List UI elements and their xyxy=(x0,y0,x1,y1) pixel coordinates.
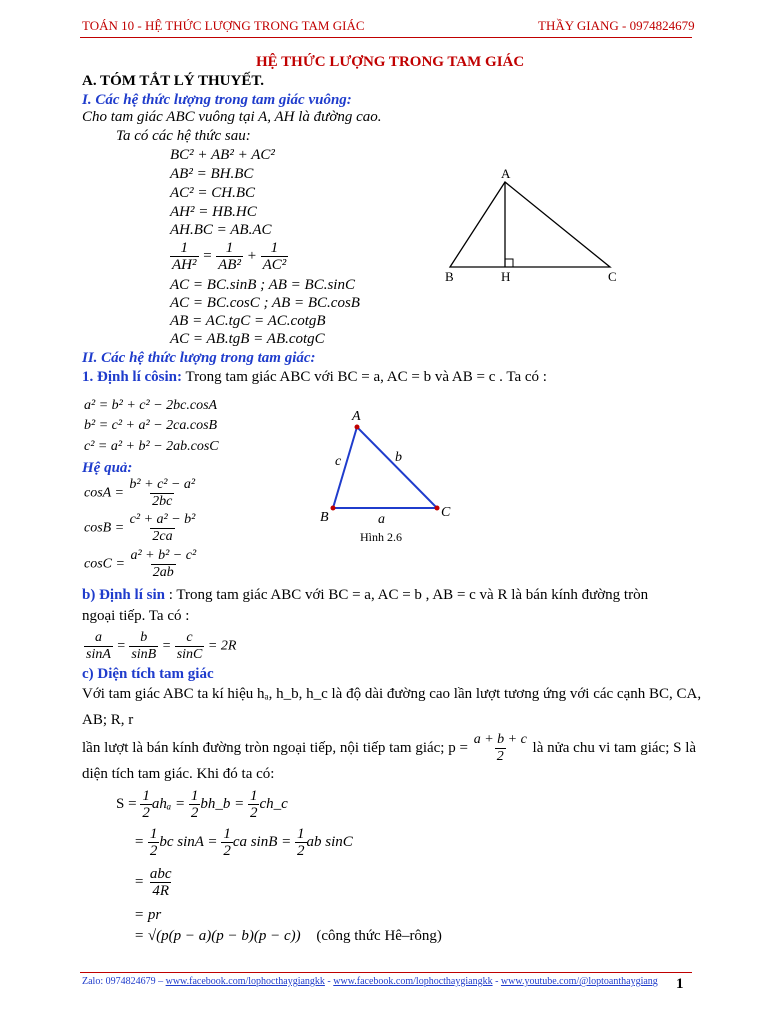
half-d-2: 2 xyxy=(190,805,199,821)
heron-formula: = √(p(p − a)(p − b)(p − c)) xyxy=(134,928,301,944)
fig2-label-c: C xyxy=(441,505,451,520)
right-formula-2: AB² = BH.BC xyxy=(170,166,254,182)
sine-rule-heading: b) Định lí sin xyxy=(82,587,165,603)
sine-rule-text-2: ngoại tiếp. Ta có : xyxy=(82,608,190,624)
cos-c-formula xyxy=(84,548,198,581)
right-formula-3: AC² = CH.BC xyxy=(170,185,256,201)
cos-a-den: 2bc xyxy=(152,494,173,509)
footer-rule xyxy=(80,972,692,973)
cos-a-formula xyxy=(84,477,197,510)
cos-b-lhs: cosB = xyxy=(84,520,125,536)
frac-num-2: 1 xyxy=(225,240,234,256)
page-title: HỆ THỨC LƯỢNG TRONG TAM GIÁC xyxy=(256,54,525,70)
s-sin-a: bc sinA = xyxy=(159,833,218,850)
fig1-label-a: A xyxy=(501,166,511,181)
fig1-label-b: B xyxy=(445,269,454,284)
right-formula-9: AC = AB.tgB = AB.cotgC xyxy=(170,331,325,347)
area-line-1 xyxy=(116,788,288,821)
cos-c-lhs: cosC = xyxy=(84,556,125,572)
half-n-5: 1 xyxy=(223,826,231,842)
part-i-lead: Ta có các hệ thức sau: xyxy=(116,128,251,144)
cos-b-formula xyxy=(84,512,197,545)
footer-link-youtube[interactable]: www.youtube.com/@loptoanthaygiang xyxy=(500,976,658,987)
half-n-2: 1 xyxy=(190,788,199,804)
right-formula-6: AC = BC.sinB ; AB = BC.sinC xyxy=(170,277,355,293)
cosine-formula-1: a² = b² + c² − 2bc.cosA xyxy=(84,398,218,413)
sine-num-c: c xyxy=(186,630,193,645)
area-text-3a: lần lượt là bán kính đường tròn ngoại tiếp, nội tiếp tam giác; p = xyxy=(82,739,468,756)
fig2-side-c: c xyxy=(335,454,342,469)
cos-a-lhs: cosA = xyxy=(84,485,124,501)
s-term-c: ch_c xyxy=(259,795,288,812)
half-n-6: 1 xyxy=(297,826,305,842)
part-ii-heading: II. Các hệ thức lượng trong tam giác: xyxy=(82,350,316,366)
part-i-heading: I. Các hệ thức lượng trong tam giác vuông: xyxy=(82,92,352,108)
right-formula-4: AH² = HB.HC xyxy=(170,204,257,220)
cos-c-num: a² + b² − c² xyxy=(130,548,197,563)
area-line-3 xyxy=(134,866,174,899)
abc-den: 4R xyxy=(152,883,170,899)
sine-num-b: b xyxy=(140,630,148,645)
area-text-2: AB; R, r xyxy=(82,712,134,728)
sine-rhs: = 2R xyxy=(207,638,237,654)
half-d-1: 2 xyxy=(142,805,150,821)
right-formula-1: BC² + AB² + AC² xyxy=(170,147,275,163)
s-lhs: S = xyxy=(116,795,137,812)
page-number: 1 xyxy=(676,976,684,992)
half-d-3: 2 xyxy=(249,805,258,821)
footer-zalo: Zalo: 0974824679 – xyxy=(82,976,166,987)
cosine-formula-2: b² = c² + a² − 2ca.cosB xyxy=(84,418,218,433)
fig2-side-b: b xyxy=(395,450,402,465)
right-triangle-figure xyxy=(440,165,630,285)
cosine-rule-heading: 1. Định lí côsin: xyxy=(82,369,183,385)
section-a-heading: A. TÓM TẮT LÝ THUYẾT. xyxy=(82,73,264,89)
half-d-4: 2 xyxy=(149,843,158,859)
sine-den-c: sinC xyxy=(176,647,203,662)
cos-b-num: c² + a² − b² xyxy=(129,512,196,527)
cos-b-den: 2ca xyxy=(152,529,173,544)
triangle-figure-2-6 xyxy=(315,405,465,545)
footer-link-facebook-1[interactable]: www.facebook.com/lophocthaygiangkk xyxy=(165,976,325,987)
s-sin-b: ca sinB = xyxy=(232,833,292,850)
fig1-label-h: H xyxy=(501,269,511,284)
half-n-4: 1 xyxy=(149,826,158,842)
cosine-rule-text: Trong tam giác ABC với BC = a, AC = b và AB = c . Ta có : xyxy=(182,369,547,385)
p-num: a + b + c xyxy=(473,732,527,747)
right-formula-7: AC = BC.cosC ; AB = BC.cosB xyxy=(170,295,360,311)
sine-num-a: a xyxy=(94,630,102,645)
sine-den-a: sinA xyxy=(86,647,111,662)
abc-num: abc xyxy=(149,866,172,882)
frac-num-3: 1 xyxy=(270,240,279,256)
heron-note: (công thức Hê–rông) xyxy=(316,928,442,944)
eq-2: = xyxy=(134,833,145,850)
cosine-rule-line xyxy=(82,368,547,386)
s-sin-c: ab sinC xyxy=(306,833,353,850)
fig2-caption: Hình 2.6 xyxy=(360,530,402,544)
area-line-4: = pr xyxy=(134,907,162,923)
fig2-side-a: a xyxy=(378,512,385,527)
area-text-4: diện tích tam giác. Khi đó ta có: xyxy=(82,766,275,782)
area-text-3 xyxy=(82,732,696,765)
s-term-a: ahₐ = xyxy=(151,795,186,812)
frac-den-1: AH² xyxy=(172,257,197,273)
reciprocal-formula: $\frac{1}{\text{AH²}}$ = $\frac{1}{\text{AB²}}$ + $\frac{1}{\text{AC²}}$ xyxy=(172,240,287,273)
cos-a-num: b² + c² − a² xyxy=(129,477,196,492)
s-term-b: bh_b = xyxy=(200,795,245,812)
area-line-5 xyxy=(134,928,442,945)
right-formula-8: AB = AC.tgC = AC.cotgB xyxy=(170,313,326,329)
half-n-1: 1 xyxy=(142,788,150,804)
eq-3: = xyxy=(134,873,145,890)
frac-num-1: 1 xyxy=(180,240,188,256)
footer-links xyxy=(82,976,658,987)
corollary-heading: Hệ quả: xyxy=(82,460,133,476)
footer-sep-2: - xyxy=(492,976,501,987)
frac-den-2: AB² xyxy=(218,257,241,273)
half-n-3: 1 xyxy=(249,788,258,804)
fig2-label-a: A xyxy=(352,409,361,424)
area-text-1: Với tam giác ABC ta kí hiệu hₐ, h_b, h_c là độ dài đường cao lần lượt tương ứng với các cạnh BC, CA, xyxy=(82,686,702,702)
sine-rule-line xyxy=(82,586,648,604)
area-heading: c) Diện tích tam giác xyxy=(82,666,214,682)
fig1-label-c: C xyxy=(608,269,617,284)
p-den: 2 xyxy=(496,749,504,764)
half-d-6: 2 xyxy=(297,843,305,859)
sine-rule-text: : Trong tam giác ABC với BC = a, AC = b , AB = c và R là bán kính đường tròn xyxy=(164,587,649,603)
footer-link-facebook-2[interactable]: www.facebook.com/lophocthaygiangkk xyxy=(333,976,493,987)
footer-sep-1: - xyxy=(324,976,334,987)
cosine-formula-3: c² = a² + b² − 2ab.cosC xyxy=(84,439,219,454)
header-left: TOÁN 10 - HỆ THỨC LƯỢNG TRONG TAM GIÁC xyxy=(82,18,365,33)
cos-c-den: 2ab xyxy=(152,565,174,580)
frac-den-3: AC² xyxy=(262,257,287,273)
header-rule xyxy=(80,37,692,38)
part-i-intro: Cho tam giác ABC vuông tại A, AH là đường cao. xyxy=(82,109,382,125)
area-line-2 xyxy=(134,826,353,859)
area-text-3b: là nửa chu vi tam giác; S là xyxy=(528,739,697,756)
half-d-5: 2 xyxy=(223,843,231,859)
header-right: THẦY GIANG - 0974824679 xyxy=(538,18,695,33)
sine-den-b: sinB xyxy=(131,647,157,662)
right-formula-5: AH.BC = AB.AC xyxy=(170,222,272,238)
sine-rule-formula: $\frac{a}{\sin A}$ = $\frac{b}{\sin B}$ = $\frac{c}{\sin C}$ = 2R xyxy=(86,630,237,662)
fig2-label-b: B xyxy=(320,510,329,525)
